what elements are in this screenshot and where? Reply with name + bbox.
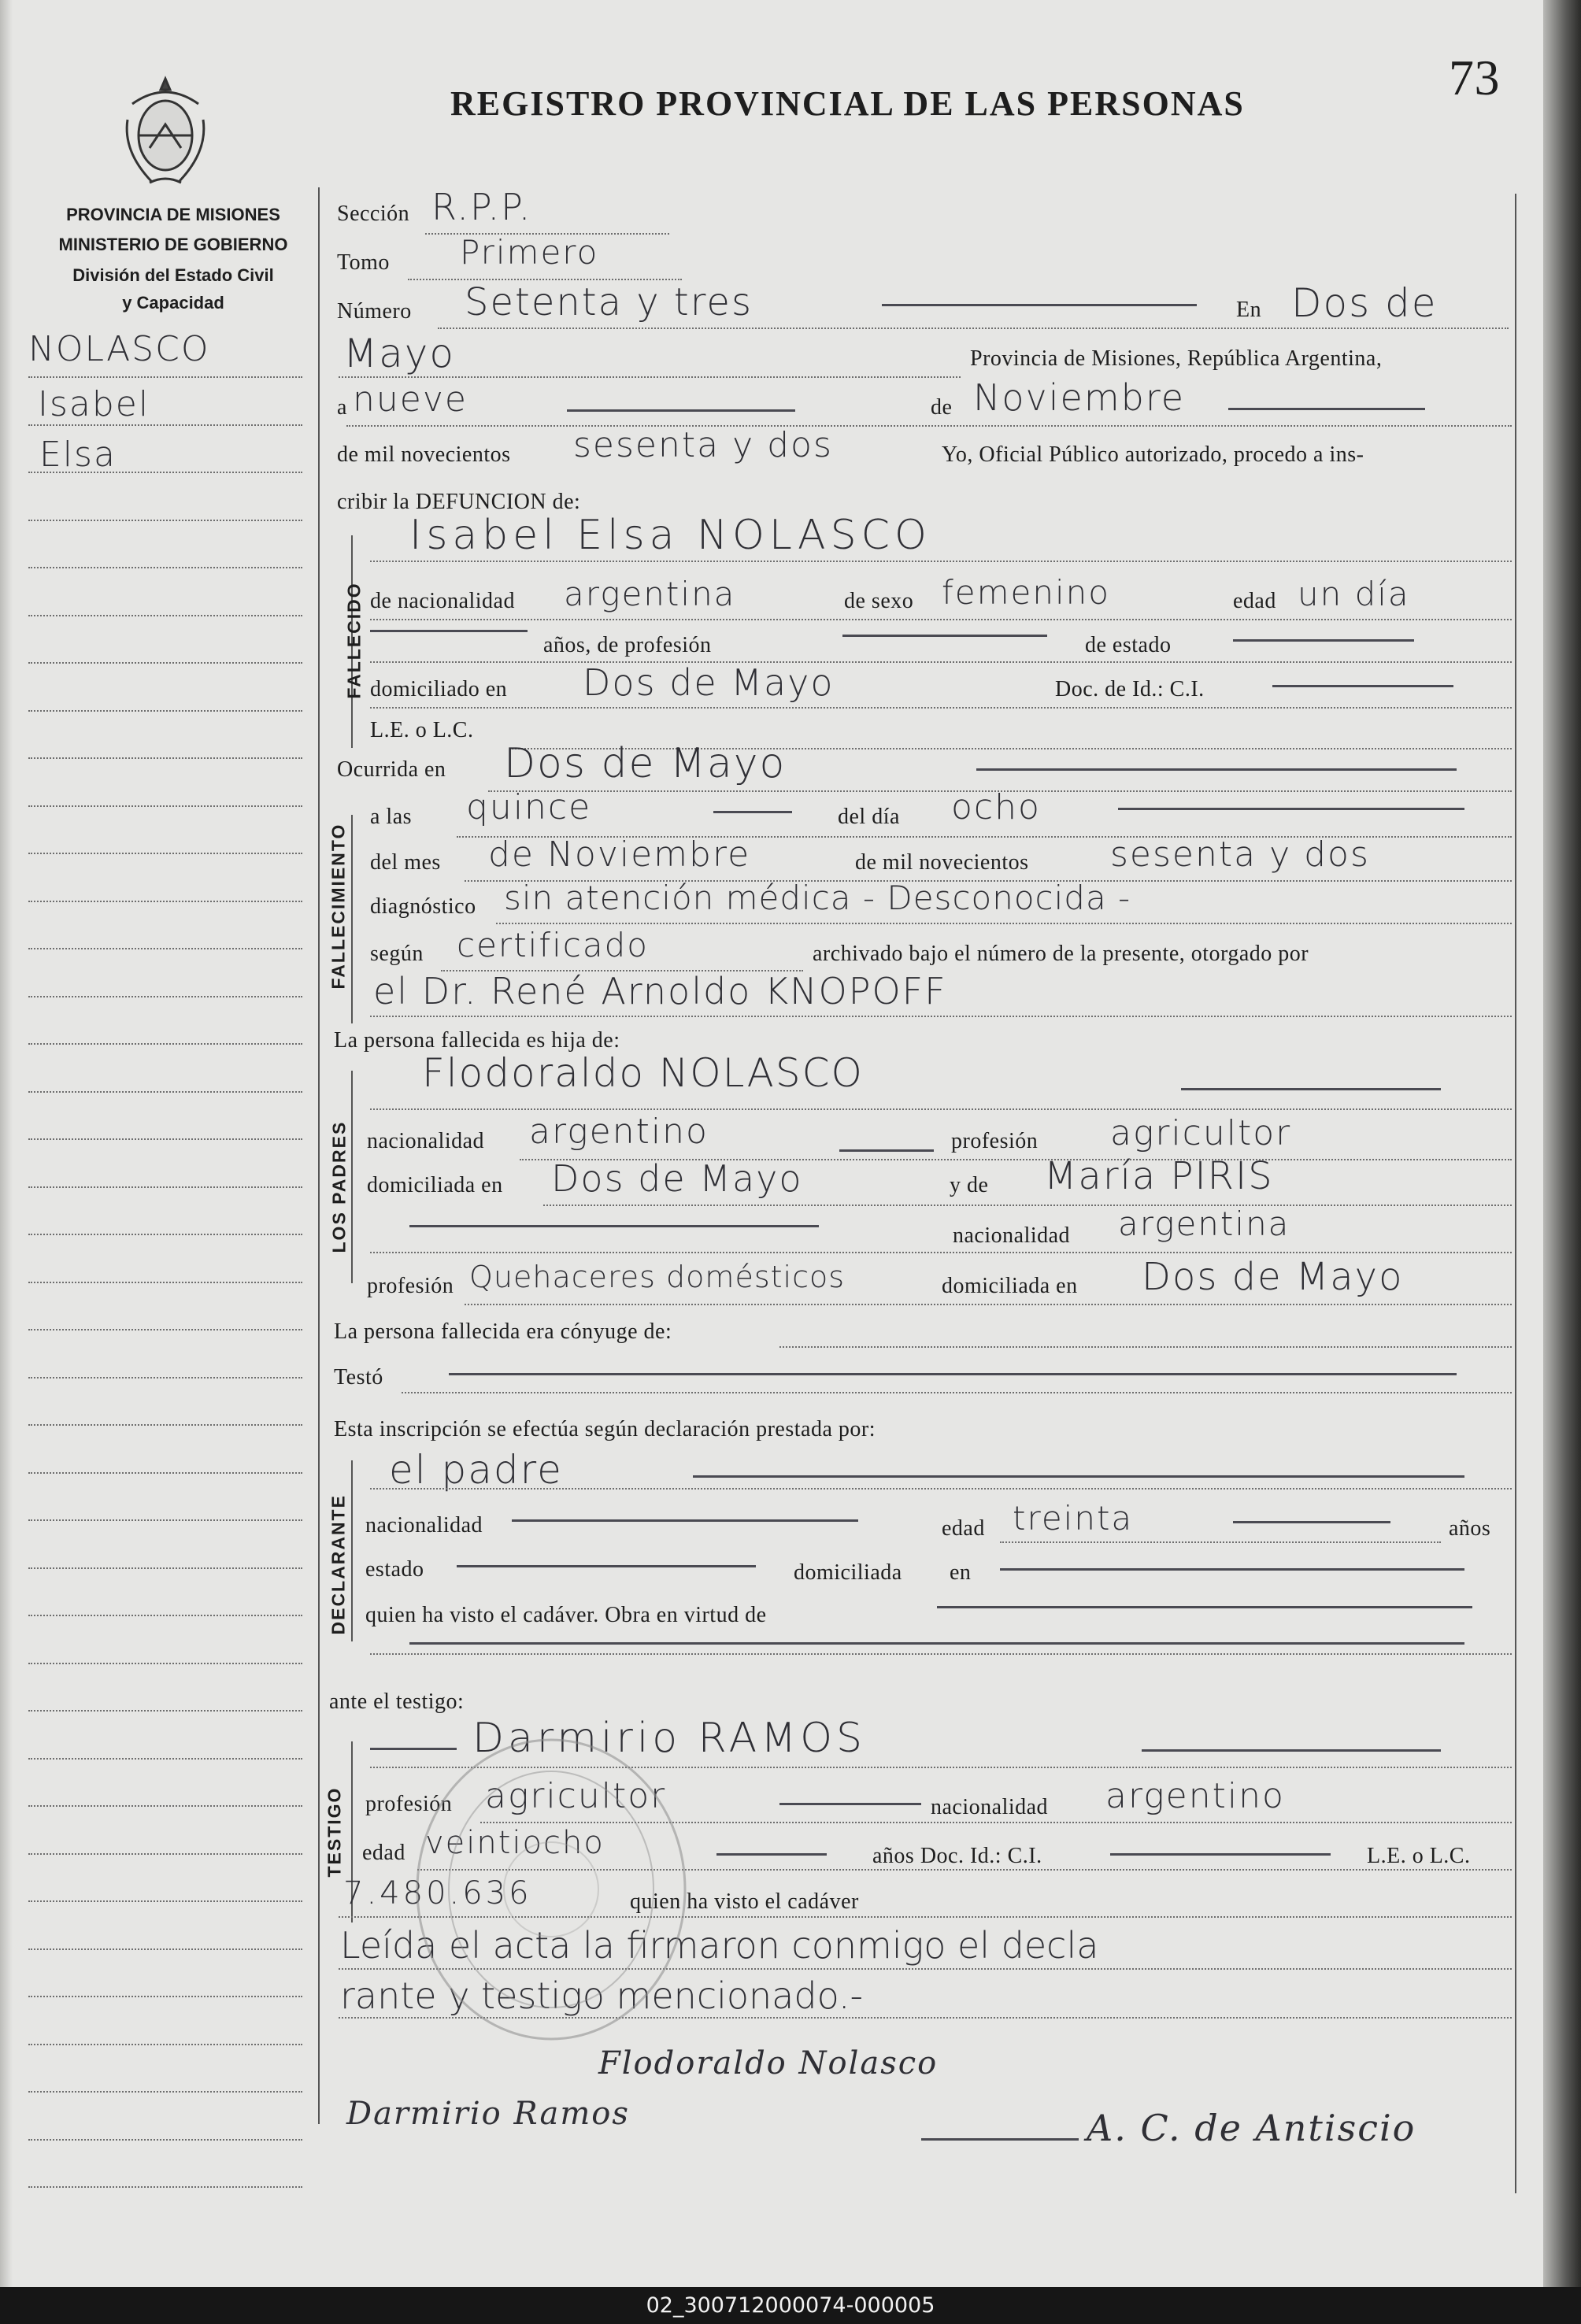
org-line-capacity: y Capacidad [122,293,224,313]
margin-line [28,805,302,807]
field-line [543,1205,1512,1206]
margin-line [28,1329,302,1330]
field-line [370,1108,1512,1110]
label-le-lc: L.E. o L.C. [370,718,474,742]
pen-line [409,1225,819,1227]
closing-note-line-1: Leída el acta la firmaron conmigo el decla [340,1924,1099,1967]
margin-line [28,1758,302,1760]
value-anio: sesenta y dos [1110,834,1370,875]
signature-declarante: Flodoraldo Nolasco [598,2045,939,2082]
section-label-testigo: TESTIGO [324,1786,345,1878]
label-d-en: en [950,1560,972,1585]
value-numero: Setenta y tres [465,280,753,324]
margin-line [28,1615,302,1616]
pen-line [1000,1568,1464,1571]
margin-line [28,757,302,759]
section-bar-padres [351,1071,353,1283]
margin-line [28,1424,302,1426]
page-number: 73 [1449,50,1500,105]
pen-line [1233,639,1414,642]
signature-flourish [921,2138,1079,2141]
field-line [370,1488,1512,1490]
section-bar-fallecimiento [351,815,353,1023]
value-diagnostico: sin atención médica - Desconocida - [504,879,1131,917]
label-archivado: archivado bajo el número de la presente, otorgado por [813,942,1309,966]
value-testigo-edad: veintiocho [425,1825,605,1861]
field-line [370,619,1512,620]
field-line [402,1392,1512,1393]
pen-line [937,1606,1472,1608]
margin-line [28,1663,302,1664]
field-line [370,1653,1512,1655]
label-hija-de: La persona fallecida es hija de: [334,1028,620,1053]
field-line [339,376,961,378]
section-bar-declarante [351,1460,353,1641]
label-segun: según [370,942,424,966]
org-line-ministry: MINISTERIO DE GOBIERNO [58,235,288,254]
label-a: a [337,395,347,420]
label-quien-visto: quien ha visto el cadáver. Obra en virtud de [365,1603,767,1627]
label-t-quien: quien ha visto el cadáver [630,1889,859,1914]
label-nacionalidad: nacionalidad [367,1129,485,1153]
label-profesion-2: profesión [367,1274,454,1298]
label-domiciliada-en: domiciliada en [367,1173,503,1197]
section-label-padres: LOS PADRES [328,1120,350,1253]
value-en-cont: Mayo [343,331,455,376]
label-domiciliada-en-2: domiciliada en [942,1274,1078,1298]
value-del-mes: de Noviembre [488,834,751,875]
margin-line [28,1805,302,1807]
pen-line [512,1519,858,1522]
pen-line [976,768,1457,771]
label-y-de: y de [950,1173,989,1197]
label-doc-id: Doc. de Id.: C.I. [1055,677,1205,701]
margin-line [28,567,302,568]
label-de-mil-2: de mil novecientos [855,850,1029,875]
section-label-fallecimiento: FALLECIMIENTO [328,823,349,990]
margin-line [28,1472,302,1474]
label-t-edad: edad [362,1841,405,1865]
label-anos-profesion: años, de profesión [543,633,712,657]
margin-line [28,996,302,997]
margin-line [28,1996,302,1997]
pen-line [713,811,792,813]
pen-line [1233,1521,1390,1523]
value-domicilio: Dos de Mayo [583,661,835,704]
field-line [370,1016,1512,1017]
label-diagnostico: diagnóstico [370,894,476,919]
margin-line [28,1710,302,1712]
margin-line [28,1234,302,1235]
label-ante-testigo: ante el testigo: [329,1689,465,1714]
label-nacionalidad-2: nacionalidad [953,1223,1071,1248]
value-madre: María PIRIS [1044,1154,1274,1198]
value-en: Dos de [1291,280,1438,326]
value-segun: certificado [457,926,649,964]
label-t-profesion: profesión [365,1792,453,1816]
margin-line [28,1519,302,1521]
margin-line [28,376,302,378]
value-madre-dom: Dos de Mayo [1142,1255,1404,1299]
label-t-anos-doc: años Doc. Id.: C.I. [872,1844,1042,1868]
label-numero: Número [337,299,412,324]
value-decl-edad: treinta [1013,1499,1134,1538]
value-padre-dom: Dos de Mayo [551,1157,803,1200]
page-edge [0,0,13,2287]
margin-line [28,472,302,473]
margin-line [28,1377,302,1378]
document-title: REGISTRO PROVINCIAL DE LAS PERSONAS [450,84,1245,123]
field-line [370,1252,1512,1253]
margin-line [28,1853,302,1855]
value-a: nueve [353,379,468,420]
field-line [370,661,1512,663]
label-d-edad: edad [942,1516,985,1541]
margin-line [28,1900,302,1902]
label-provincia: Provincia de Misiones, República Argentina, [970,346,1383,371]
official-stamp [409,1732,693,2047]
value-madre-prof: Quehaceres domésticos [469,1260,846,1294]
value-tomo: Primero [460,233,599,272]
pen-line [693,1475,1464,1478]
field-line [496,923,1512,924]
pen-line [1272,685,1453,687]
label-domiciliado-en: domiciliado en [370,677,508,701]
signature-oficial: A. C. de Antiscio [1087,2107,1416,2149]
label-a-las: a las [370,805,413,829]
form-frame-right [1515,194,1516,2193]
value-padre-prof: agricultor [1110,1113,1292,1153]
pen-line [842,635,1047,637]
value-a-las: quince [466,787,592,827]
margin-name-2: Elsa [39,435,117,475]
value-sexo: femenino [942,573,1110,612]
label-de-mil: de mil novecientos [337,442,511,467]
margin-line [28,424,302,426]
value-padre: Flodoraldo NOLASCO [422,1050,864,1096]
value-seccion: R.P.P. [431,186,532,228]
label-testo: Testó [334,1365,383,1390]
value-de-mil: sesenta y dos [573,425,833,465]
value-ocurrida-en: Dos de Mayo [504,740,787,787]
pen-line [1142,1749,1441,1752]
field-line [779,1346,1512,1348]
label-profesion: profesión [951,1129,1039,1153]
field-line [370,707,1512,709]
form-frame-left [318,187,320,2124]
field-line [465,1304,1512,1305]
coat-of-arms-icon [118,72,213,191]
margin-line [28,2186,302,2188]
org-line-province: PROVINCIA DE MISIONES [66,205,280,224]
pen-line [779,1803,921,1805]
label-edad: edad [1233,589,1276,613]
margin-line [28,1043,302,1045]
signature-testigo: Darmirio Ramos [346,2096,630,2132]
margin-line [28,2044,302,2045]
org-line-division: División del Estado Civil [72,265,274,285]
margin-line [28,901,302,902]
label-del-mes: del mes [370,850,441,875]
field-line [370,561,1512,562]
pen-line [457,1565,756,1567]
pen-line [882,304,1197,306]
value-medico: el Dr. René Arnoldo KNOPOFF [373,970,947,1012]
label-cribir: cribir la DEFUNCION de: [337,490,581,514]
value-de: Noviembre [973,376,1186,419]
label-d-nacionalidad: nacionalidad [365,1513,483,1538]
value-edad: un día [1298,575,1410,613]
pen-line [839,1149,934,1152]
label-declaracion: Esta inscripción se efectúa según declaración prestada por: [334,1417,876,1441]
margin-line [28,853,302,854]
margin-line [28,1186,302,1188]
label-en: En [1236,298,1262,322]
margin-line [28,2139,302,2141]
margin-line [28,615,302,616]
pen-line [1110,1853,1331,1856]
label-anos: años [1449,1516,1491,1541]
image-caption: 02_300712000074-000005 [0,2287,1581,2324]
pen-line [449,1373,1457,1375]
field-line [1000,1541,1441,1543]
closing-note-line-2: rante y testigo mencionado.- [340,1974,864,2017]
book-binding [1543,0,1581,2287]
label-t-nacionalidad: nacionalidad [931,1795,1049,1819]
value-testigo: Darmirio RAMOS [472,1715,867,1762]
label-de-sexo: de sexo [844,589,914,613]
margin-line [28,520,302,521]
margin-line [28,1948,302,1950]
value-testigo-prof: agricultor [485,1776,667,1816]
pen-line [1228,408,1425,410]
margin-line [28,1282,302,1283]
margin-line [28,948,302,949]
margin-line [28,710,302,712]
label-de: de [931,395,953,420]
label-t-le-lc: L.E. o L.C. [1367,1844,1471,1868]
value-madre-nac: argentina [1118,1205,1290,1243]
label-d-domiciliada: domiciliada [794,1560,902,1585]
margin-line [28,2091,302,2093]
pen-line [716,1853,827,1856]
label-ocurrida-en: Ocurrida en [337,757,446,782]
value-padre-nac: argentino [529,1112,709,1152]
label-conyuge: La persona fallecida era cónyuge de: [334,1319,672,1344]
section-label-fallecido: FALLECIDO [343,582,365,699]
label-tomo: Tomo [337,250,390,275]
margin-line [28,1091,302,1093]
label-de-nacionalidad: de nacionalidad [370,589,515,613]
pen-line [1118,808,1464,810]
pen-line [409,1642,1464,1645]
margin-surname: NOLASCO [28,329,210,369]
value-del-dia: ocho [951,787,1041,827]
value-declarante: el padre [389,1447,563,1493]
margin-name-1: Isabel [38,384,150,424]
margin-line [28,1567,302,1569]
margin-line [28,662,302,664]
label-seccion: Sección [337,202,410,226]
value-nombre: Isabel Elsa NOLASCO [409,512,931,559]
value-nacionalidad: argentina [564,575,736,613]
margin-line [28,1138,302,1140]
pen-line [567,409,795,412]
label-yo-oficial: Yo, Oficial Público autorizado, procedo a ins- [942,442,1364,467]
value-testigo-nac: argentino [1105,1776,1285,1816]
pen-line [370,630,528,632]
pen-line [1181,1088,1441,1090]
section-label-declarante: DECLARANTE [328,1494,349,1635]
label-de-estado: de estado [1085,633,1172,657]
label-del-dia: del día [838,805,900,829]
field-line [346,425,1512,427]
value-testigo-ci: 7.480.636 [343,1875,532,1911]
label-d-estado: estado [365,1557,424,1582]
field-line [438,328,1509,329]
